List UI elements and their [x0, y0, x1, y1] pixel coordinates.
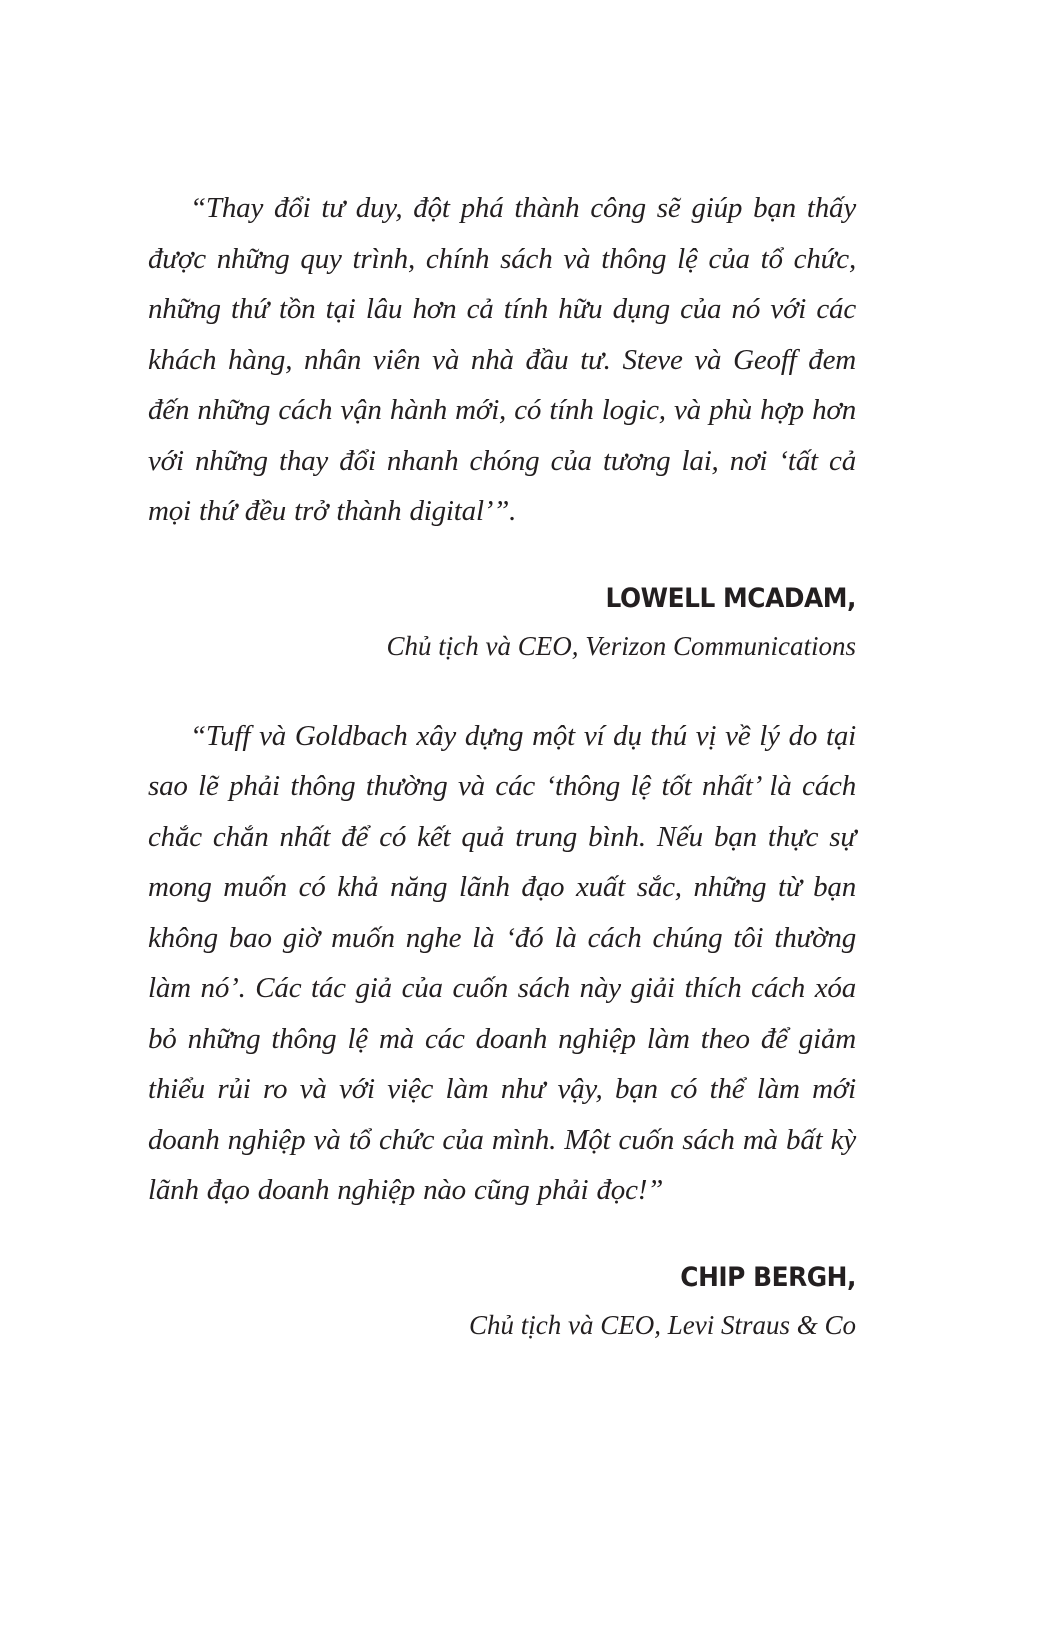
testimonial-2	[148, 711, 856, 1342]
testimonial-quote: “Tuff và Goldbach xây dựng một ví dụ thú vị về lý do tại sao lẽ phải thông thường và các ‘thông lệ tốt nhất’ là cách chắc chắn nhất để có kết quả trung bình. Nếu bạn thực sự mong muốn có khả năng lãnh đạo xuất sắc, những từ bạn không bao giờ muốn nghe là ‘đó là cách chúng tôi thường làm nó’. Các tác giả của cuốn sách này giải thích cách xóa bỏ những thông lệ mà các doanh nghiệp làm theo để giảm thiểu rủi ro và với việc làm như vậy, bạn có thể làm mới doanh nghiệp và tổ chức của mình. Một cuốn sách mà bất kỳ lãnh đạo doanh nghiệp nào cũng phải đọc!”	[148, 719, 856, 1206]
testimonial-1	[148, 183, 856, 663]
testimonial-quote: “Thay đổi tư duy, đột phá thành công sẽ giúp bạn thấy được những quy trình, chính sách và thông lệ của tổ chức, những thứ tồn tại lâu hơn cả tính hữu dụng của nó với các khách hàng, nhân viên và nhà đầu tư. Steve và Geoff đem đến những cách vận hành mới, có tính logic, và phù hợp hơn với những thay đổi nhanh chóng của tương lai, nơi ‘tất cả mọi thứ đều trở thành digital’”.	[148, 192, 856, 527]
testimonial-author-role: Chủ tịch và CEO, Verizon Communications	[386, 630, 856, 661]
testimonial-author-name: CHIP BERGH,	[680, 1261, 856, 1293]
testimonial-author-name: LOWELL MCADAM,	[605, 582, 856, 614]
testimonial-author-role: Chủ tịch và CEO, Levi Straus & Co	[469, 1309, 856, 1340]
book-page	[148, 183, 856, 1342]
